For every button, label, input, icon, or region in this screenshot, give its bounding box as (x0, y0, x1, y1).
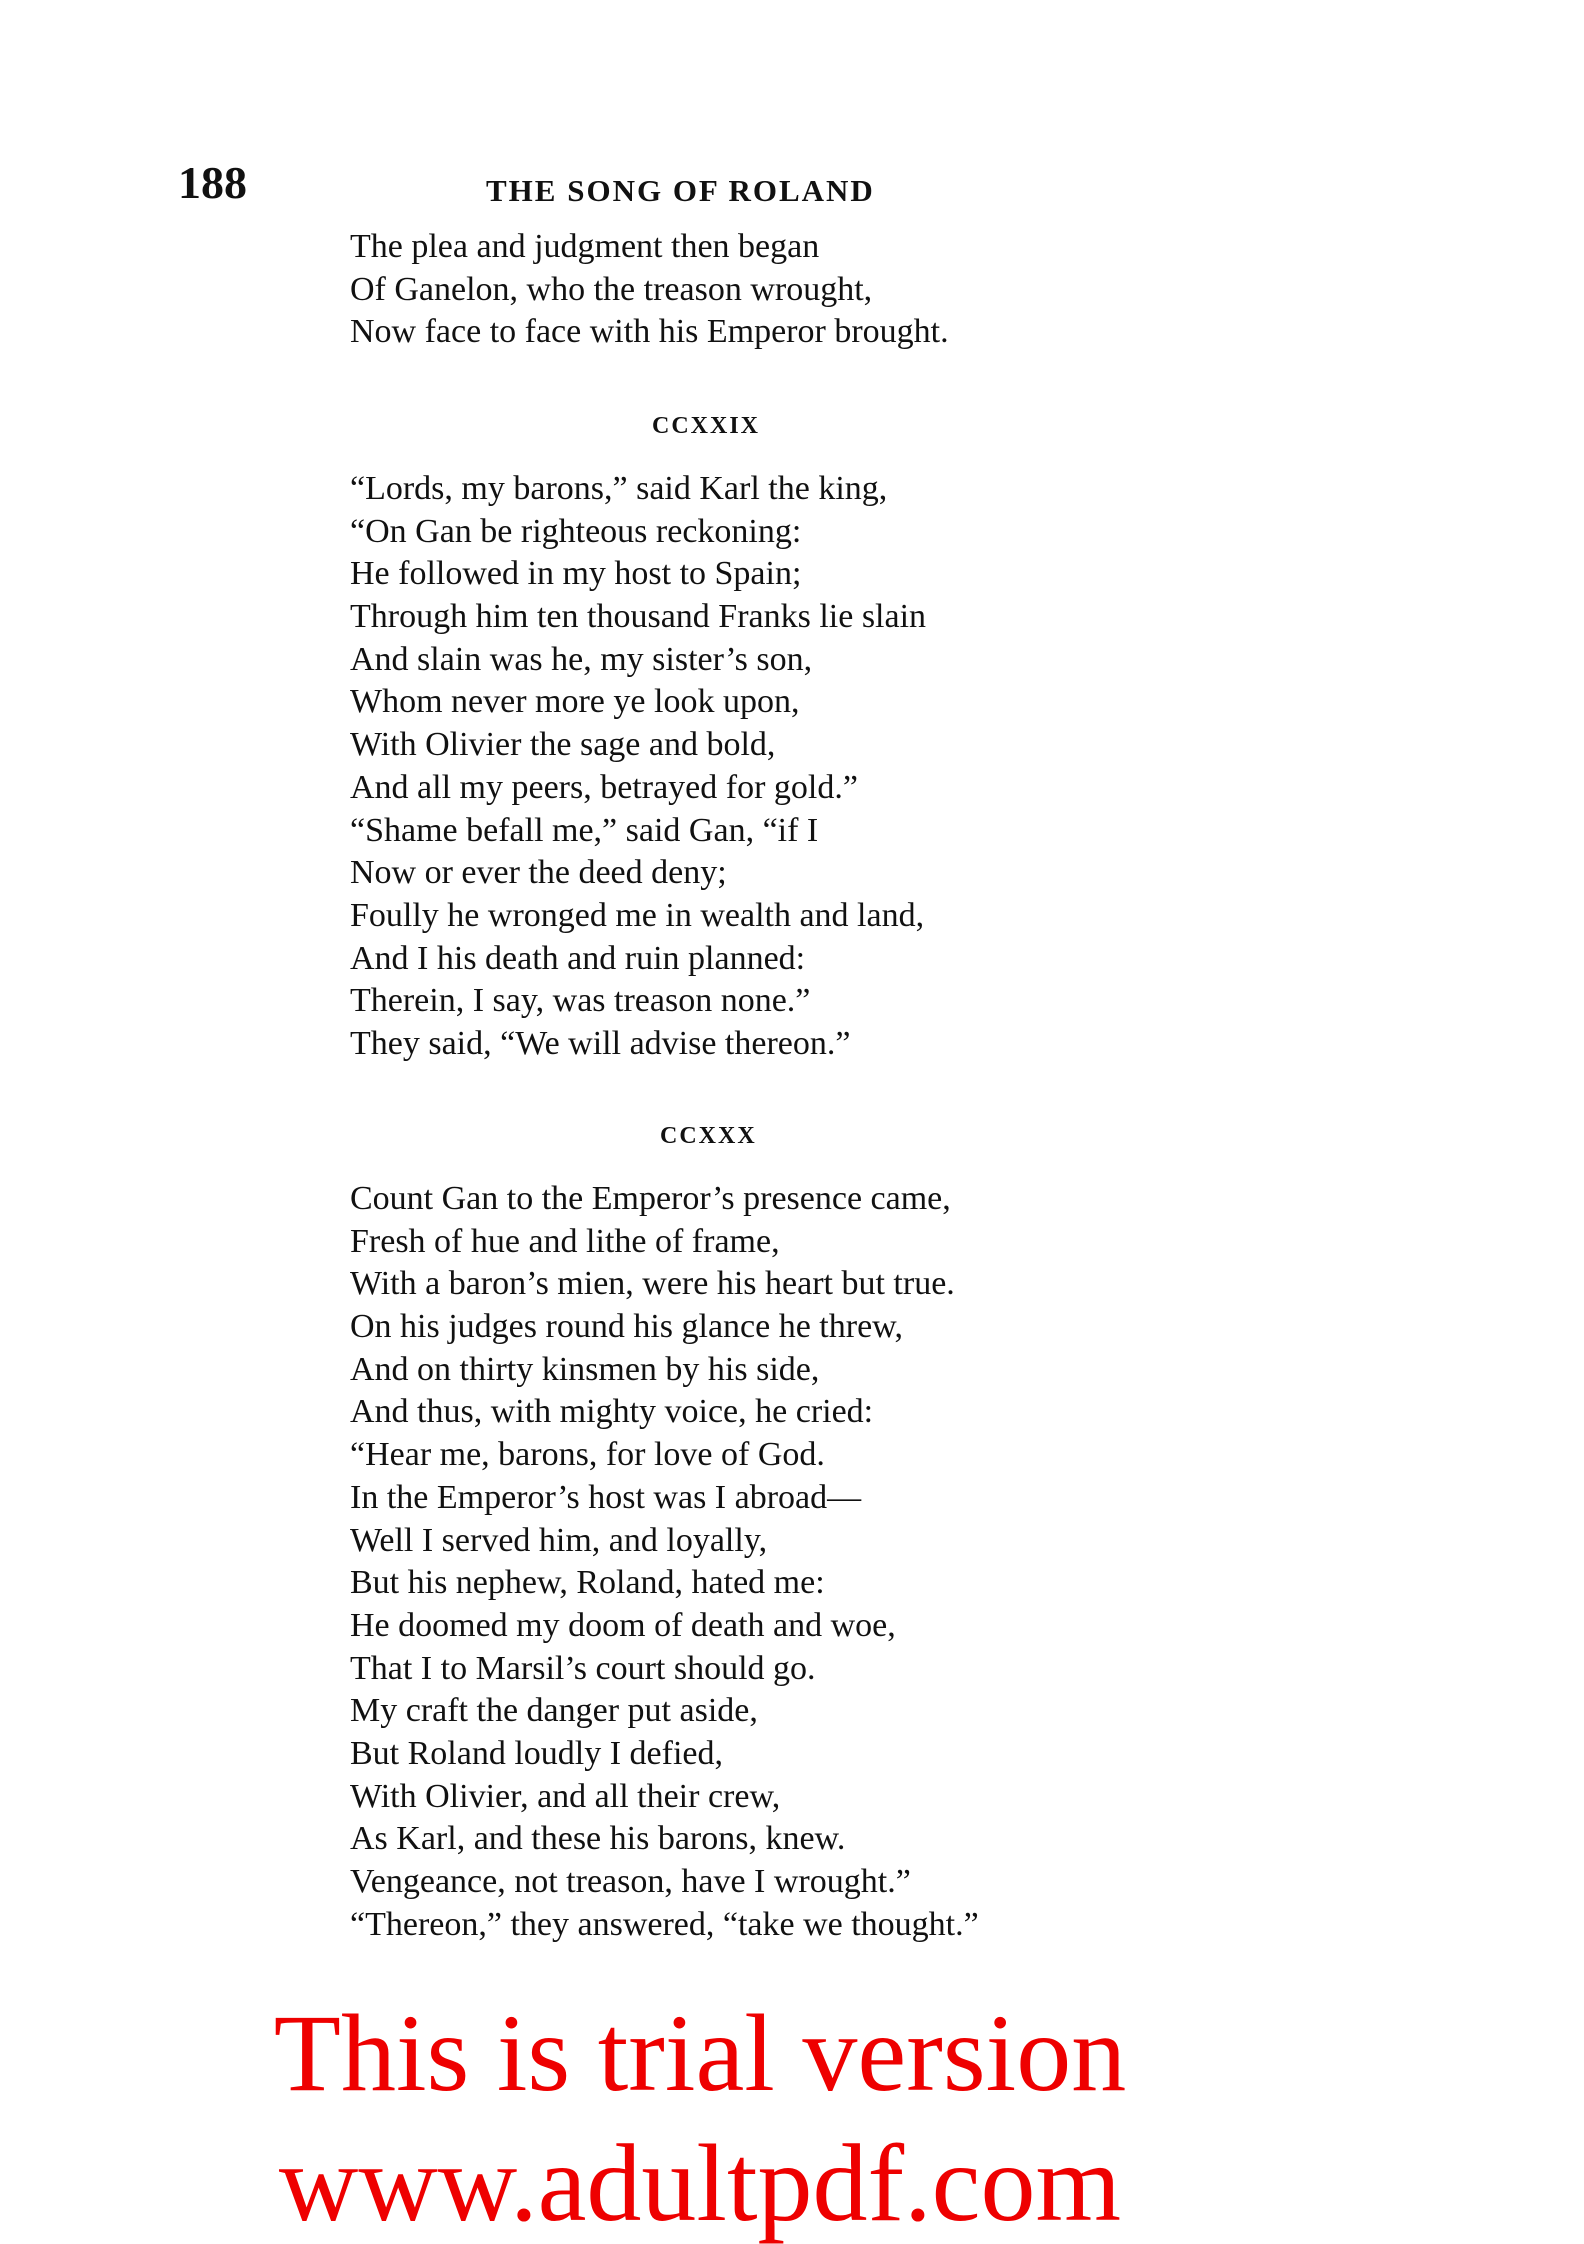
verse-line: Vengeance, not treason, have I wrought.” (350, 1863, 911, 1900)
section-numeral-ccxxx: CCXXX (660, 1123, 757, 1149)
verse-line: That I to Marsil’s court should go. (350, 1649, 816, 1687)
verse-line: And slain was he, my sister’s son, (350, 640, 813, 678)
verse-line: With a baron’s mien, were his heart but true. (350, 1265, 955, 1303)
watermark-url: www.adultpdf.com (278, 2122, 1122, 2244)
verse-line: Of Ganelon, who the treason wrought, (350, 270, 873, 308)
verse-line: And I his death and ruin planned: (350, 939, 806, 977)
running-title: THE SONG OF ROLAND (486, 173, 875, 208)
verse-line: Now face to face with his Emperor brought. (350, 313, 949, 351)
verse-line: As Karl, and these his barons, knew. (350, 1820, 846, 1858)
verse-line: Foully he wronged me in wealth and land, (350, 896, 925, 934)
verse-line: On his judges round his glance he threw, (350, 1308, 904, 1346)
verse-line: Through him ten thousand Franks lie slain (350, 598, 927, 636)
verse-line: And thus, with mighty voice, he cried: (350, 1393, 874, 1431)
verse-line: But his nephew, Roland, hated me: (350, 1564, 825, 1602)
verse-line: Therein, I say, was treason none.” (350, 982, 811, 1020)
verse-line: In the Emperor’s host was I abroad— (350, 1478, 862, 1516)
verse-line: Now or ever the deed deny; (350, 854, 727, 892)
verse-line: With Olivier, and all their crew, (350, 1777, 781, 1815)
verse-line: The plea and judgment then began (350, 228, 820, 265)
verse-line: “Shame befall me,” said Gan, “if I (350, 811, 819, 849)
verse-line: My craft the danger put aside, (350, 1692, 758, 1730)
verse-line: He doomed my doom of death and woe, (350, 1606, 896, 1644)
stanza-ccxxx (350, 1178, 979, 1946)
stanza-ccxxix (350, 468, 926, 1066)
verse-line: Count Gan to the Emperor’s presence came, (350, 1180, 951, 1217)
verse-line: Fresh of hue and lithe of frame, (350, 1222, 780, 1260)
verse-line: And all my peers, betrayed for gold.” (350, 768, 858, 806)
intro-stanza (350, 226, 949, 354)
verse-line: And on thirty kinsmen by his side, (350, 1350, 820, 1388)
verse-line: They said, “We will advise thereon.” (350, 1024, 851, 1062)
verse-line: “Thereon,” they answered, “take we thought.” (350, 1905, 979, 1943)
page-number: 188 (178, 157, 247, 208)
verse-line: He followed in my host to Spain; (350, 555, 802, 593)
verse-line: But Roland loudly I defied, (350, 1734, 724, 1772)
section-numeral-ccxxix: CCXXIX (652, 413, 760, 439)
verse-line: “Hear me, barons, for love of God. (350, 1436, 825, 1474)
verse-line: “Lords, my barons,” said Karl the king, (350, 470, 888, 507)
verse-line: With Olivier the sage and bold, (350, 726, 776, 764)
verse-line: Well I served him, and loyally, (350, 1521, 768, 1559)
verse-line: Whom never more ye look upon, (350, 683, 800, 721)
verse-line: “On Gan be righteous reckoning: (350, 512, 802, 550)
trial-watermark-line: This is trial version (273, 1992, 1127, 2114)
